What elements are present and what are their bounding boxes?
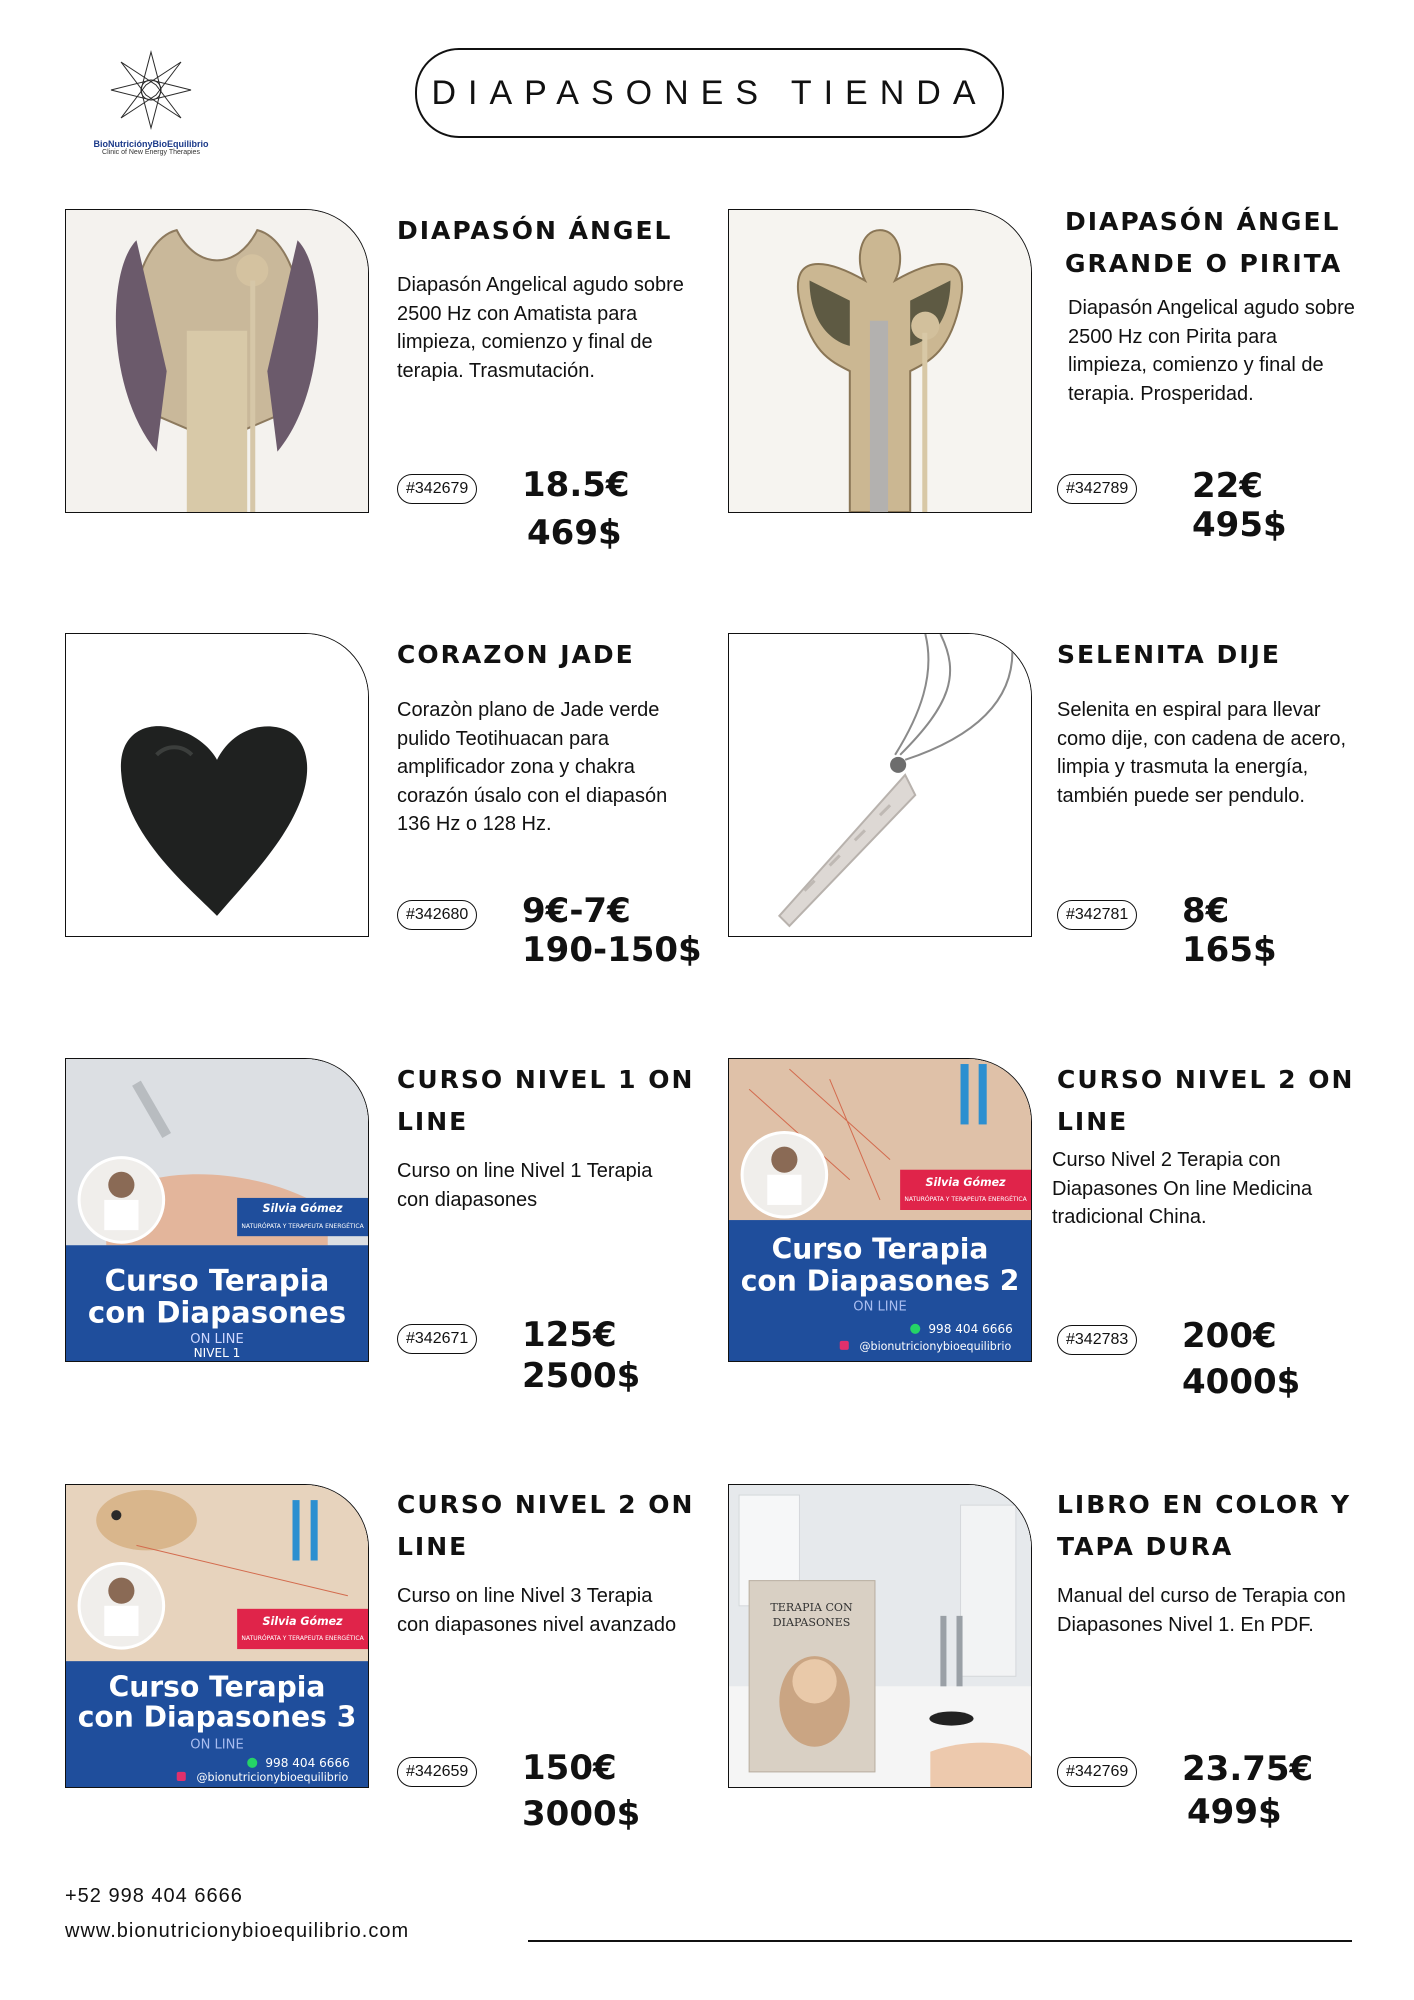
product-title: CURSO NIVEL 1 ON LINE xyxy=(397,1065,695,1136)
selenite-pendant-image xyxy=(729,634,1031,936)
price-usd: 2500$ xyxy=(522,1356,641,1396)
price-eur: 200€ xyxy=(1182,1316,1277,1356)
product-title: LIBRO EN COLOR Y TAPA DURA xyxy=(1057,1490,1352,1561)
product-image-diapason-angel-pirita xyxy=(728,209,1032,513)
price-eur: 18.5€ xyxy=(522,465,630,505)
course-phone: 998 404 6666 xyxy=(265,1755,350,1770)
product-title: CURSO NIVEL 2 ON LINE xyxy=(397,1490,695,1561)
product-sku: #342680 xyxy=(397,900,477,930)
price-eur: 9€-7€ xyxy=(522,891,631,931)
product-sku: #342659 xyxy=(397,1757,477,1787)
course-instructor-name: Silvia Gómez xyxy=(925,1175,1006,1189)
footer-phone: +52 998 404 6666 xyxy=(65,1885,243,1907)
svg-text:con Diapasones: con Diapasones xyxy=(87,1295,347,1330)
price-usd: 469$ xyxy=(527,513,622,553)
course-instructor-name: Silvia Gómez xyxy=(262,1614,343,1628)
product-sku: #342789 xyxy=(1057,474,1137,504)
footer-website-link[interactable]: www.bionutricionybioequilibrio.com xyxy=(65,1920,410,1942)
product-image-diapason-angel xyxy=(65,209,369,513)
course-2-banner xyxy=(729,1059,1031,1361)
price-usd: 3000$ xyxy=(522,1794,641,1834)
course-1-banner xyxy=(66,1059,368,1361)
svg-text:Curso Terapia: Curso Terapia xyxy=(108,1670,326,1704)
product-description: Curso Nivel 2 Terapia con Diapasones On line Medicina tradicional China. xyxy=(1052,1149,1313,1228)
course-social: @bionutricionybioequilibrio xyxy=(859,1339,1012,1353)
product-image-curso-nivel-1 xyxy=(65,1058,369,1362)
product-description: Curso on line Nivel 3 Terapia con diapasones nivel avanzado xyxy=(397,1585,677,1636)
product-title: SELENITA DIJE xyxy=(1057,640,1281,669)
course-instructor-role: NATURÓPATA Y TERAPEUTA ENERGÉTICA xyxy=(241,1223,364,1231)
product-sku: #342783 xyxy=(1057,1325,1137,1355)
product-image-curso-nivel-3 xyxy=(65,1484,369,1788)
course-instructor-role: NATURÓPATA Y TERAPEUTA ENERGÉTICA xyxy=(904,1195,1027,1203)
page-title-pill xyxy=(415,48,1004,138)
course-phone: 998 404 6666 xyxy=(928,1321,1013,1336)
price-eur: 8€ xyxy=(1182,891,1230,931)
price-eur: 125€ xyxy=(522,1315,617,1355)
svg-text:DIAPASONES: DIAPASONES xyxy=(772,1615,851,1629)
product-description: Manual del curso de Terapia con Diapasones Nivel 1. En PDF. xyxy=(1057,1585,1346,1636)
brand-logo xyxy=(86,50,216,156)
svg-text:Curso Terapia: Curso Terapia xyxy=(771,1232,989,1266)
svg-text:TERAPIA CON: TERAPIA CON xyxy=(770,1600,853,1614)
course-3-banner xyxy=(66,1485,368,1787)
brand-name: BioNutriciónyBioEquilibrio xyxy=(93,139,209,149)
book-image xyxy=(729,1485,1031,1787)
angel-pirita-image xyxy=(729,210,1031,512)
course-mode: ON LINE xyxy=(190,1737,244,1753)
price-usd: 4000$ xyxy=(1182,1362,1301,1402)
price-eur: 150€ xyxy=(522,1748,617,1788)
course-instructor-name: Silvia Gómez xyxy=(262,1202,343,1216)
product-description: Corazòn plano de Jade verde pulido Teotihuacan para amplificador zona y chakra corazón úsalo con el diapasón 136 Hz o 128 Hz. xyxy=(397,699,668,835)
product-title: DIAPASÓN ÁNGEL GRANDE O PIRITA xyxy=(1065,207,1343,278)
jade-heart-image xyxy=(66,634,368,936)
price-eur: 22€ xyxy=(1192,466,1263,506)
brand-tagline: Clinic of New Energy Therapies xyxy=(102,149,200,156)
course-mode: ON LINE xyxy=(190,1331,244,1347)
footer-divider xyxy=(528,1940,1352,1942)
product-image-curso-nivel-2 xyxy=(728,1058,1032,1362)
price-usd: 190-150$ xyxy=(522,930,702,970)
course-social: @bionutricionybioequilibrio xyxy=(196,1770,349,1784)
page-title: DIAPASONES TIENDA xyxy=(431,73,988,112)
svg-text:con Diapasones 3: con Diapasones 3 xyxy=(77,1700,357,1734)
svg-text:Curso Terapia: Curso Terapia xyxy=(104,1263,330,1298)
course-level: NIVEL 1 xyxy=(193,1345,241,1360)
product-sku: #342781 xyxy=(1057,900,1137,930)
product-image-libro xyxy=(728,1484,1032,1788)
price-eur: 23.75€ xyxy=(1182,1749,1314,1789)
product-title: CORAZON JADE xyxy=(397,640,635,669)
product-sku: #342679 xyxy=(397,474,477,504)
price-usd: 165$ xyxy=(1182,930,1277,970)
product-sku: #342671 xyxy=(397,1324,477,1354)
svg-text:con Diapasones 2: con Diapasones 2 xyxy=(740,1264,1020,1298)
product-description: Diapasón Angelical agudo sobre 2500 Hz con Pirita para limpieza, comienzo y final de terapia. Prosperidad. xyxy=(1068,297,1355,405)
product-title: DIAPASÓN ÁNGEL xyxy=(397,216,673,245)
product-title: CURSO NIVEL 2 ON LINE xyxy=(1057,1065,1355,1136)
price-usd: 499$ xyxy=(1187,1792,1282,1832)
product-image-selenita xyxy=(728,633,1032,937)
course-instructor-role: NATURÓPATA Y TERAPEUTA ENERGÉTICA xyxy=(241,1635,364,1643)
product-sku: #342769 xyxy=(1057,1757,1137,1787)
product-image-corazon-jade xyxy=(65,633,369,937)
star-logo-icon xyxy=(106,50,196,130)
course-mode: ON LINE xyxy=(853,1299,907,1315)
product-description: Curso on line Nivel 1 Terapia con diapasones xyxy=(397,1160,653,1211)
product-description: Diapasón Angelical agudo sobre 2500 Hz con Amatista para limpieza, comienzo y final de terapia. Trasmutación. xyxy=(397,274,684,382)
angel-tuning-fork-image xyxy=(66,210,368,512)
product-description: Selenita en espiral para llevar como dije, con cadena de acero, limpia y trasmuta la energía, también puede ser pendulo. xyxy=(1057,699,1347,807)
price-usd: 495$ xyxy=(1192,505,1287,545)
